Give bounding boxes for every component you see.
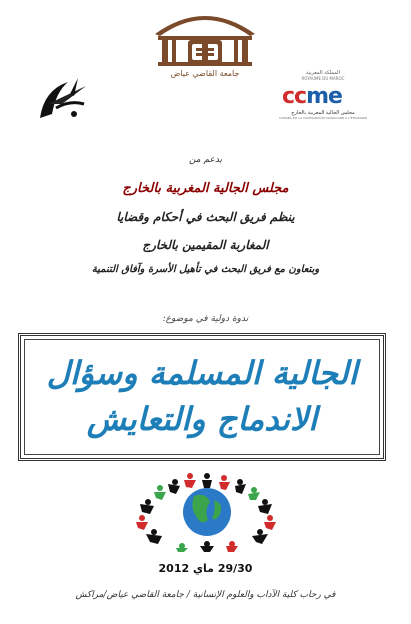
partner-line: وبتعاون مع فريق البحث في تأهيل الأسرة وآفاق التنمية <box>91 264 320 275</box>
swoosh-emblem-icon <box>34 74 92 124</box>
globe-people-illustration <box>120 470 295 552</box>
seminar-intro: ندوة دولية في موضوع: <box>162 314 249 324</box>
title-frame-inner <box>24 339 380 455</box>
university-caption: جامعة القاضي عياض <box>170 69 240 78</box>
university-emblem-icon <box>150 6 260 76</box>
event-date: 29/30 ماي 2012 <box>158 562 253 575</box>
supporter-name: مجلس الجالية المغربية بالخارج <box>122 181 289 196</box>
ccme-wordmark: ccme <box>282 84 342 109</box>
organizer-line-2: المغاربة المقيمين بالخارج <box>142 238 269 252</box>
ccme-logo <box>278 70 368 120</box>
title-frame <box>18 333 386 461</box>
ccme-caption-fr: CONSEIL DE LA COMMUNAUTÉ MAROCAINE À L'ÉTRANGER <box>279 116 367 120</box>
research-team-logo <box>34 74 92 124</box>
globe-people-icon <box>120 470 295 552</box>
ccme-kingdom-fr: ROYAUME DU MAROC <box>301 76 345 81</box>
title-line-1: الجالية المسلمة وسؤال <box>46 354 358 392</box>
ccme-caption-ar: مجلس الجالية المغربية بالخارج <box>291 110 355 116</box>
support-intro: بدعم من <box>188 155 223 165</box>
ccme-kingdom-ar: المملكة المغربية <box>306 70 340 76</box>
organizer-line-1: ينظم فريق البحث في أحكام وقضايا <box>116 210 295 224</box>
title-line-2: الاندماج والتعايش <box>86 400 318 438</box>
event-venue: في رحاب كلية الآداب والعلوم الإنسانية / جامعة القاضي عياض/مراكش <box>75 590 336 600</box>
